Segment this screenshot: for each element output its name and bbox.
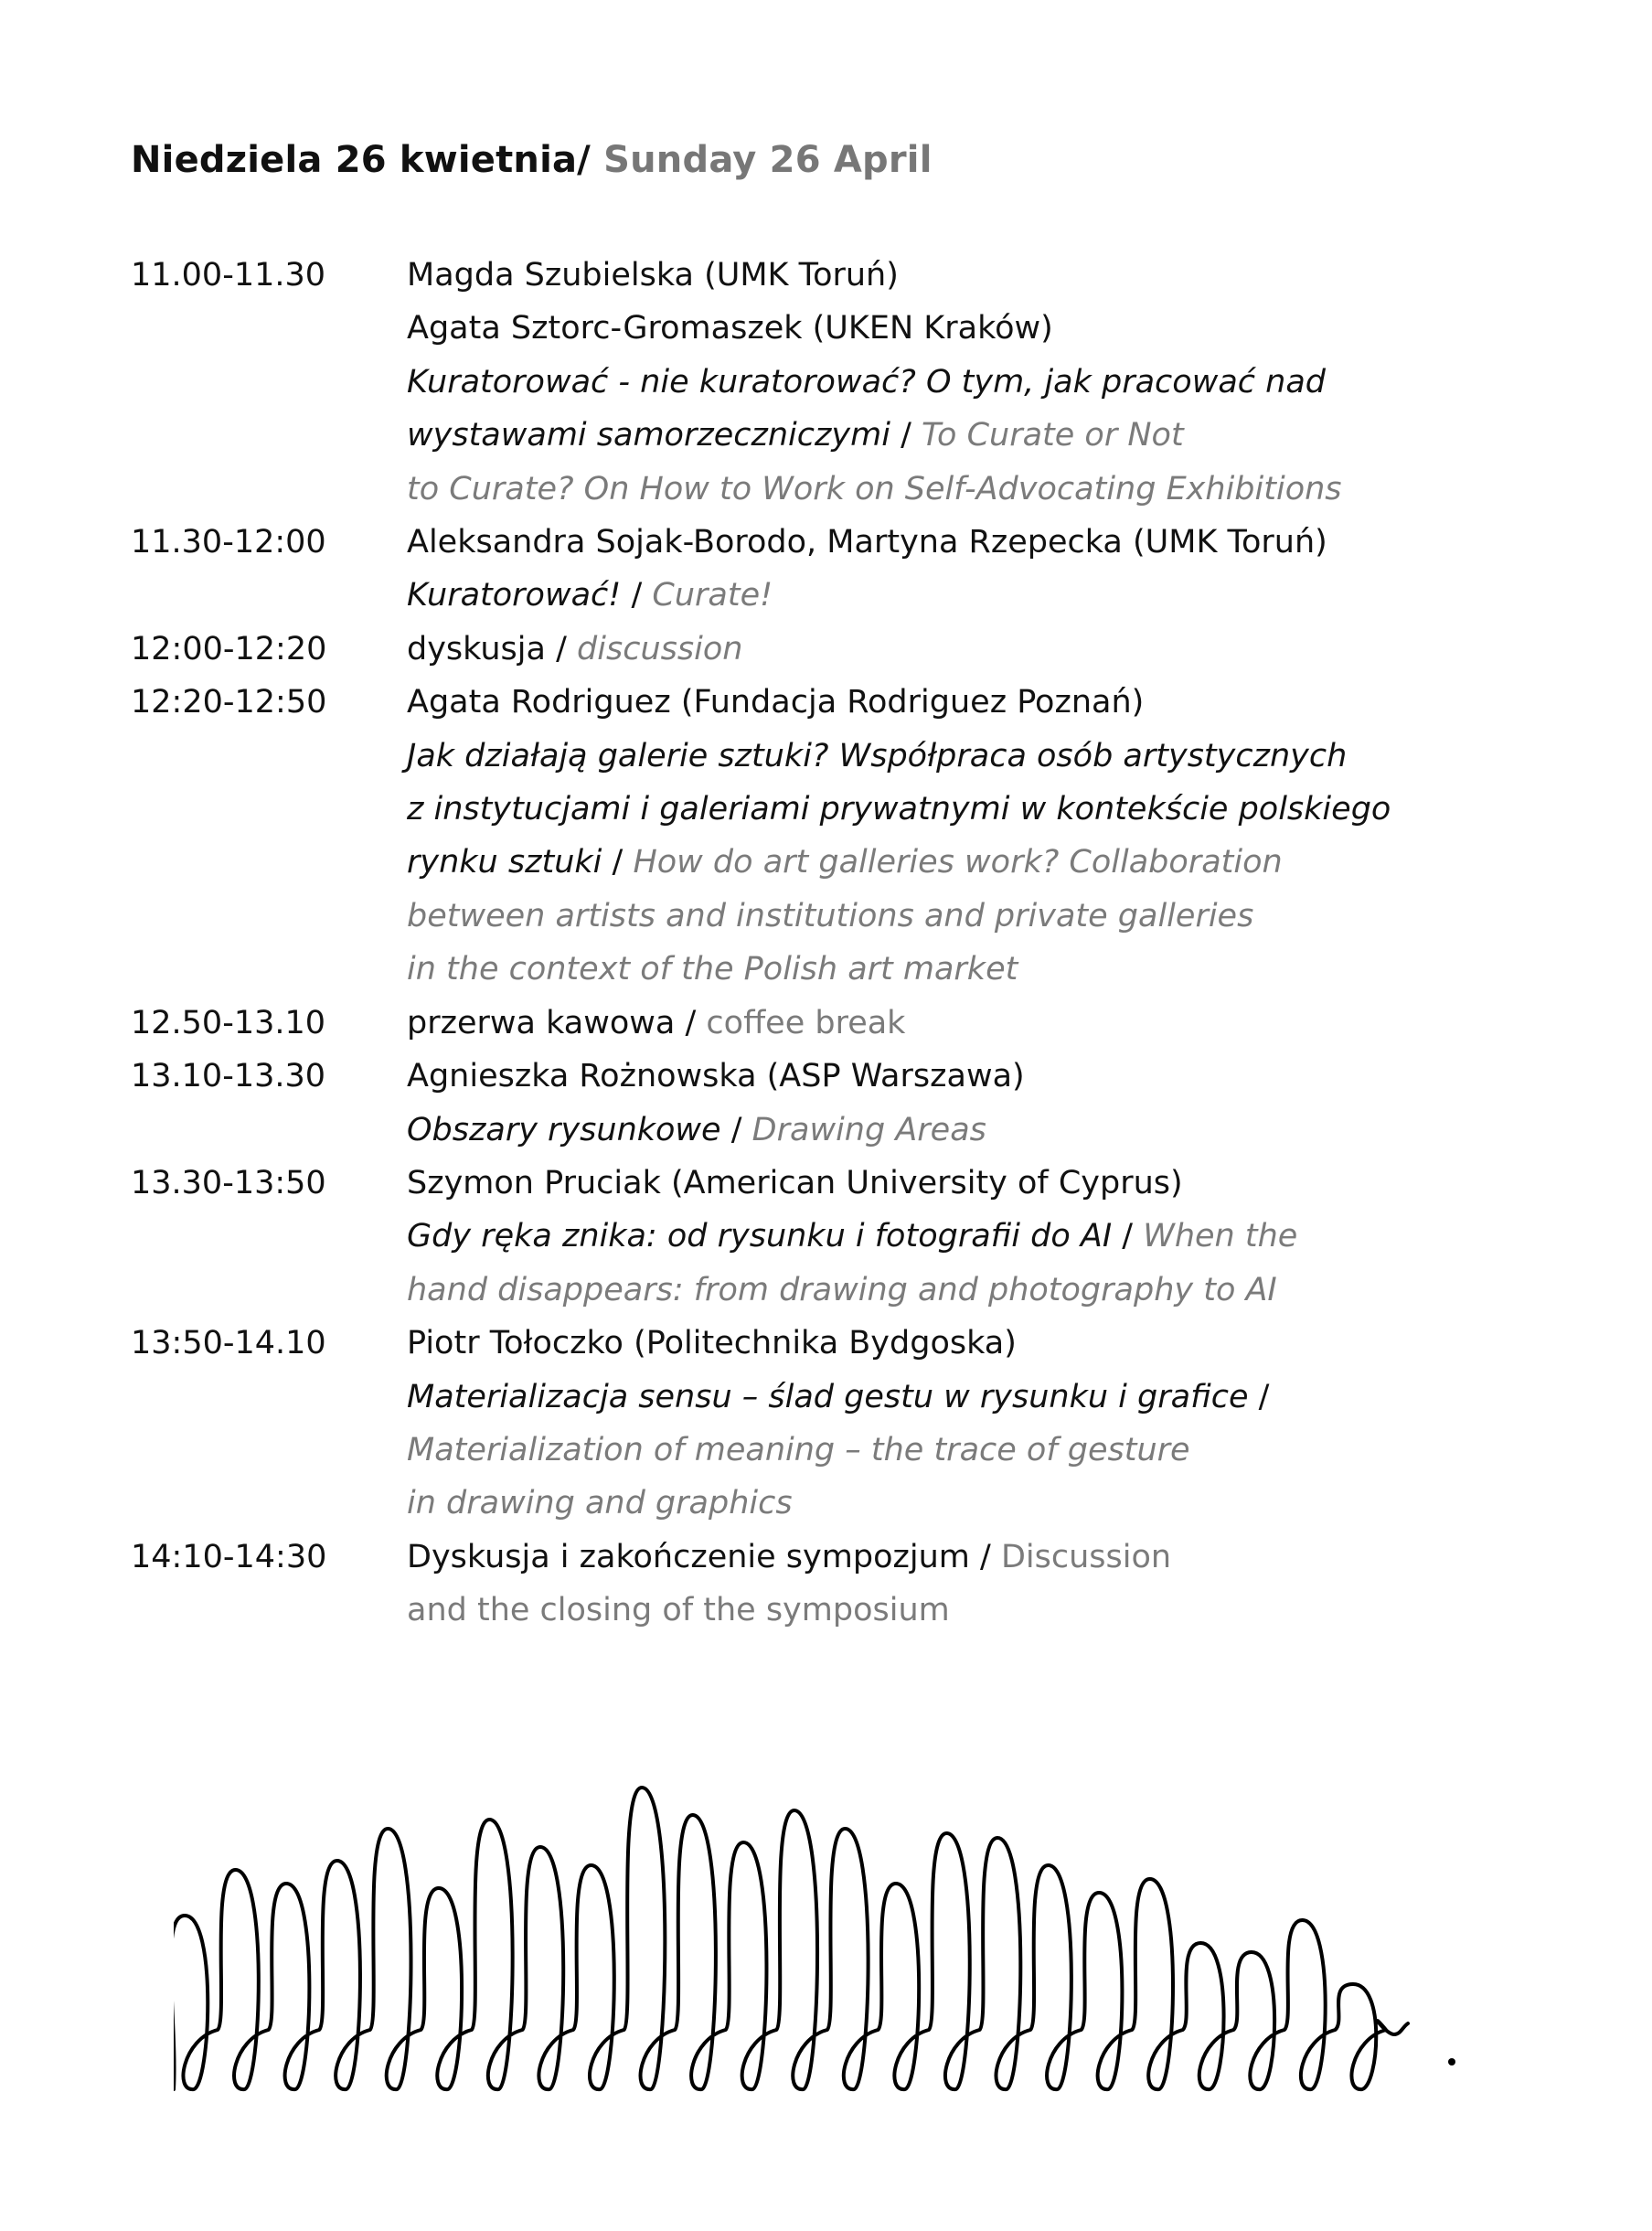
time-slot: 12:20-12:50 xyxy=(131,684,327,721)
speaker: Szymon Pruciak (American University of Cyprus) xyxy=(407,1164,1183,1201)
separator: / xyxy=(612,844,623,881)
speaker: Agnieszka Rożnowska (ASP Warszawa) xyxy=(407,1058,1025,1095)
time-slot: 13:50-14.10 xyxy=(131,1325,326,1362)
schedule-entry xyxy=(131,997,1529,1050)
separator: / xyxy=(901,417,911,454)
separator: / xyxy=(980,1538,991,1575)
talk-title-english: in the context of the Polish art market xyxy=(407,951,1018,988)
closing-label-english: Discussion xyxy=(1000,1538,1172,1575)
talk-title-english: to Curate? On How to Work on Self-Advocating Exhibitions xyxy=(407,470,1342,507)
schedule-entry xyxy=(131,1531,1529,1638)
separator: / xyxy=(1122,1218,1134,1255)
scribble-dot xyxy=(1448,2058,1455,2066)
talk-title-polish: Kuratorować - nie kuratorować? O tym, jak pracować nad xyxy=(407,363,1327,400)
break-label-english: discussion xyxy=(577,630,743,667)
time-slot: 11.00-11.30 xyxy=(131,257,326,294)
speaker: Agata Rodriguez (Fundacja Rodriguez Poznań) xyxy=(407,684,1145,721)
talk-title-english: between artists and institutions and private galleries xyxy=(407,897,1254,934)
talk-title-english: in drawing and graphics xyxy=(407,1485,793,1522)
closing-label-english: and the closing of the symposium xyxy=(407,1592,950,1629)
separator: / xyxy=(730,1111,742,1148)
scribble-drawing xyxy=(174,1733,1472,2126)
speaker: Aleksandra Sojak-Borodo, Martyna Rzepecka (UMK Toruń) xyxy=(407,524,1327,561)
talk-title-english: Curate! xyxy=(652,577,773,614)
talk-title-polish: Gdy ręka znika: od rysunku i fotografii do AI xyxy=(407,1218,1113,1255)
speaker: Agata Sztorc-Gromaszek (UKEN Kraków) xyxy=(407,310,1053,347)
talk-title-polish: z instytucjami i galeriami prywatnymi w kontekście polskiego xyxy=(407,791,1391,828)
break-label-english: coffee break xyxy=(706,1004,906,1041)
talk-title-polish: wystawami samorzeczniczymi xyxy=(407,417,890,454)
talk-title-english: To Curate or Not xyxy=(922,417,1184,454)
heading-english: Sunday 26 April xyxy=(591,139,933,181)
schedule-entry xyxy=(131,1050,1529,1157)
schedule-entry xyxy=(131,1317,1529,1531)
page-heading xyxy=(131,139,933,181)
break-label-polish: przerwa kawowa xyxy=(407,1004,676,1041)
schedule xyxy=(131,249,1529,1638)
schedule-entry xyxy=(131,516,1529,623)
separator: / xyxy=(631,577,643,614)
time-slot: 13.30-13:50 xyxy=(131,1164,326,1201)
talk-title-english: hand disappears: from drawing and photography to AI xyxy=(407,1271,1277,1308)
talk-title-polish: rynku sztuki xyxy=(407,844,602,881)
closing-label-polish: Dyskusja i zakończenie sympozjum xyxy=(407,1538,970,1575)
talk-title-english: When the xyxy=(1143,1218,1298,1255)
schedule-entry xyxy=(131,249,1529,516)
speaker: Magda Szubielska (UMK Toruń) xyxy=(407,257,899,294)
talk-title-polish: Kuratorować! xyxy=(407,577,622,614)
talk-title-english: Materialization of meaning – the trace of gesture xyxy=(407,1431,1190,1468)
separator: / xyxy=(556,630,567,667)
schedule-entry xyxy=(131,1157,1529,1317)
schedule-entry xyxy=(131,623,1529,676)
time-slot: 12.50-13.10 xyxy=(131,1004,326,1041)
separator: / xyxy=(685,1004,697,1041)
talk-title-english: How do art galleries work? Collaboration xyxy=(633,844,1283,881)
scribble-line xyxy=(174,1788,1408,2089)
talk-title-polish: Obszary rysunkowe xyxy=(407,1111,721,1148)
talk-title-english: Drawing Areas xyxy=(751,1111,986,1148)
time-slot: 13.10-13.30 xyxy=(131,1058,326,1095)
heading-polish: Niedziela 26 kwietnia/ xyxy=(131,139,591,181)
speaker: Piotr Tołoczko (Politechnika Bydgoska) xyxy=(407,1325,1017,1362)
time-slot: 12:00-12:20 xyxy=(131,630,327,667)
break-label-polish: dyskusja xyxy=(407,630,546,667)
talk-title-polish: Jak działają galerie sztuki? Współpraca osób artystycznych xyxy=(407,737,1348,774)
time-slot: 11.30-12:00 xyxy=(131,524,326,561)
time-slot: 14:10-14:30 xyxy=(131,1538,327,1575)
talk-title-polish: Materializacja sensu – ślad gestu w rysunku i grafice xyxy=(407,1378,1249,1415)
separator: / xyxy=(1258,1378,1270,1415)
schedule-entry xyxy=(131,676,1529,996)
